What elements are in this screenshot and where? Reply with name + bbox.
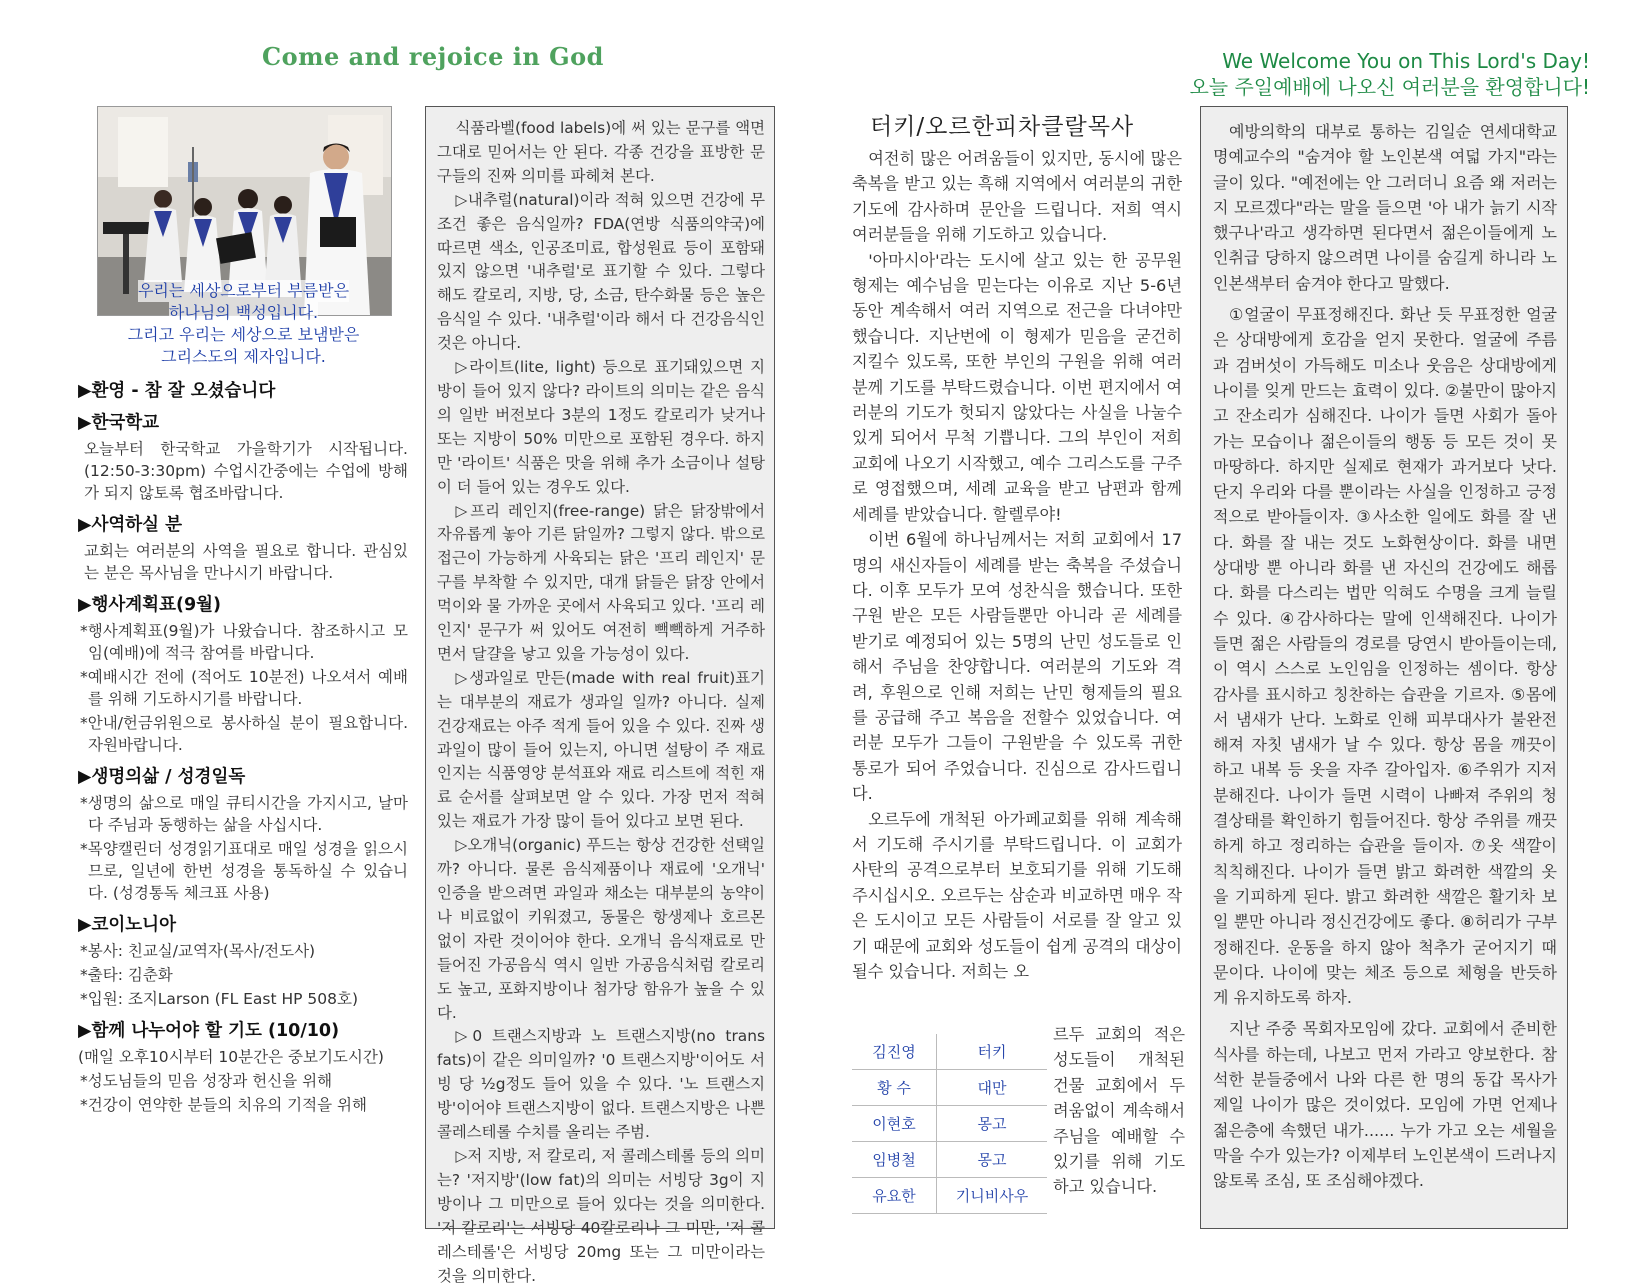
- calendar-item: *예배시간 전에 (적어도 10분전) 나오셔서 예배를 위해 기도하시기를 바랍니다.: [80, 668, 408, 708]
- tagline: Come and rejoice in God: [262, 42, 604, 71]
- caption-line-2: 하나님의 백성입니다.: [168, 303, 319, 322]
- bible-item: *생명의 삶으로 매일 큐티시간을 가지시고, 날마다 주님과 동행하는 삶을 사십시다.: [80, 794, 408, 834]
- ministry-text: 교회는 여러분의 사역을 필요로 합니다. 관심있는 분은 목사님을 만나시기 바랍니다.: [84, 542, 408, 582]
- missionary-paragraph: 이번 6월에 하나님께서는 저희 교회에서 17명의 새신자들이 세례를 받는 축복을 주셨습니다. 이후 모두가 모여 성찬식을 했습니다. 또한 구원 받은 모든 사람들뿐만 아니라 곧 세례를 받기로 예정되어 있는 5명의 난민 성도들로 인해서 주님을 찬양합니다. 여러분의 기도와 격려, 후원으로 인해 저희는 난민 형제들의 필요를 공급해 주고 복음을 전할수 있었습니다. 여러분 모두가 그들이 구원받을 수 있도록 귀한 통로가 되어 주었습니다. 진심으로 감사드립니다.: [852, 530, 1182, 804]
- table-row: [852, 1106, 1047, 1142]
- aging-paragraph: 지난 주중 목회자모임에 갔다. 교회에서 준비한 식사를 하는데, 나보고 먼저 가라고 양보한다. 참석한 분들중에서 나와 다른 한 명의 동갑 목사가 제일 나이가 많은 것이었다. 모임에 가면 언제나 젊은층에 속했던 내가...... 누가 가고 오는 세월을 막을 수가 있는가? 이제부터 노인본색이 드러나지 않토록 조심, 또 조심해야겠다.: [1213, 1019, 1557, 1191]
- health-paragraph: ▷내추럴(natural)이라 적혀 있으면 건강에 무조건 좋은 음식일까? FDA(연방 식품의약국)에 따르면 색소, 인공조미료, 합성원료 등이 포함돼 있지 않으면 '내추럴'로 표기할 수 있다. 그렇다 해도 칼로리, 지방, 당, 소금, 탄수화물 등은 높은 음식일 수 있다. '내추럴'이라 해서 다 건강음식인 것은 아니다.: [437, 190, 765, 353]
- school-heading: ▶한국학교: [78, 413, 160, 433]
- missionary-place: 몽고: [937, 1106, 1048, 1142]
- table-row: [852, 1178, 1047, 1214]
- koinonia-heading: ▶코이노니아: [78, 915, 176, 935]
- koinonia-item: *봉사: 친교실/교역자(목사/전도사): [80, 942, 316, 960]
- aging-article-box: [1200, 106, 1568, 1229]
- caption-line-1: 우리는 세상으로부터 부름받은: [137, 281, 350, 300]
- calendar-heading: ▶행사계획표(9월): [78, 595, 222, 615]
- health-paragraph: 식품라벨(food labels)에 써 있는 문구를 액면 그대로 믿어서는 안 된다. 각종 건강을 표방한 문구들의 진짜 의미를 파헤쳐 본다.: [437, 119, 765, 185]
- health-paragraph: ▷생과일로 만든(made with real fruit)표기는 대부분의 재료가 생과일 일까? 아니다. 실제 건강재료는 아주 적게 들어 있을 수 있다. 진짜 생과일이 많이 들어 있는지, 아니면 설탕이 주 재료인지는 식품영양 분석표와 재료 리스트에 적힌 재료 순서를 살펴보면 알 수 있다. 가장 먼저 적혀 있는 재료가 가장 많이 들어 있다고 보면 된다.: [437, 668, 765, 831]
- bible-item: *목양캘린더 성경읽기표대로 매일 성경을 읽으시므로, 일년에 한번 성경을 통독하실 수 있습니다. (성경통독 체크표 사용): [80, 840, 408, 902]
- welcome-english: We Welcome You on This Lord's Day!: [1222, 49, 1590, 73]
- missionary-name: 이현호: [852, 1106, 937, 1142]
- missionary-paragraph: 여전히 많은 어려움들이 있지만, 동시에 많은 축복을 받고 있는 흑해 지역에서 여러분의 귀한 기도에 감사하며 문안을 드립니다. 저희 역시 여러분들을 위해 기도하고 있습니다.: [852, 149, 1182, 245]
- missionary-name: 임병철: [852, 1142, 937, 1178]
- table-row: [852, 1070, 1047, 1106]
- school-text: 오늘부터 한국학교 가을학기가 시작됩니다. (12:50-3:30pm) 수업시간중에는 수업에 방해가 되지 않토록 협조바랍니다.: [84, 440, 408, 502]
- missionary-letter: [852, 146, 1182, 984]
- missionary-place: 몽고: [937, 1142, 1048, 1178]
- welcome-korean: 오늘 주일예배에 나오신 여러분을 환영합니다!: [1189, 75, 1590, 99]
- table-row: [852, 1142, 1047, 1178]
- missionary-paragraph: '아마시아'라는 도시에 살고 있는 한 공무원 형제는 예수님을 믿는다는 이유로 지난 5-6년동안 계속해서 여러 지역으로 전근을 다녀야만 했습니다. 지난번에 이 형제가 믿음을 굳건히 지킬수 있도록, 또한 부인의 구원을 위해 여러분께 기도를 부탁드렸습니다. 이번 편지에서 여러분의 기도가 헛되지 않았다는 사실을 나눌수 있게 되어서 무척 기쁩니다. 그의 부인이 저희 교회에 나오기 시작했고, 예수 그리스도를 구주로 영접했으며, 세례 교육을 받고 남편과 함께 세례를 받았습니다. 할렐루야!: [852, 250, 1182, 524]
- missionary-place: 기니비사우: [937, 1178, 1048, 1214]
- ministry-heading: ▶사역하실 분: [78, 515, 183, 535]
- missionary-place: 터키: [937, 1034, 1048, 1070]
- calendar-item: *안내/헌금위원으로 봉사하실 분이 필요합니다. 자원바랍니다.: [80, 714, 408, 754]
- health-paragraph: ▷0 트랜스지방과 노 트랜스지방(no trans fats)이 같은 의미일까? '0 트랜스지방'이어도 서빙 당 ½g정도 들어 있을 수 있다. '노 트랜스지방'이어야 트랜스지방이 없다. 트랜스지방은 나쁜 콜레스테롤 수치를 올리는 주범.: [437, 1027, 765, 1142]
- bible-heading: ▶생명의삶 / 성경일독: [78, 767, 246, 787]
- welcome-heading: ▶환영 - 참 잘 오셨습니다: [78, 381, 276, 401]
- koinonia-item: *입원: 조지Larson (FL East HP 508호): [80, 990, 359, 1008]
- announcements: [78, 380, 408, 1118]
- prayer-item: *건강이 연약한 분들의 치유의 기적을 위해: [80, 1096, 367, 1114]
- table-row: [852, 1034, 1047, 1070]
- health-paragraph: ▷라이트(lite, light) 등으로 표기돼있으면 지방이 들어 있지 않다? 라이트의 의미는 같은 음식의 일반 버전보다 3분의 1정도 칼로리가 낮거나 또는 지방이 50% 미만으로 포함된 경우다. 하지만 '라이트' 식품은 맛을 위해 추가 소금이나 설탕이 더 들어 있는 경우도 있다.: [437, 358, 765, 496]
- welcome-banner: [1189, 48, 1590, 100]
- missionary-name: 김진영: [852, 1034, 937, 1070]
- prayer-item: (매일 오후10시부터 10분간은 중보기도시간): [78, 1048, 384, 1066]
- prayer-heading: ▶함께 나누어야 할 기도 (10/10): [78, 1021, 340, 1041]
- health-paragraph: ▷오개닉(organic) 푸드는 항상 건강한 선택일까? 아니다. 물론 음식제품이나 재료에 '오개닉' 인증을 받으려면 과일과 채소는 대부분의 농약이나 비료없이 키워졌고, 동물은 항생제나 호르몬 없이 자란 것이어야 한다. 오개닉 음식재료로 만들어진 가공음식 역시 일반 가공음식처럼 칼로리도 높고, 포화지방이나 첨가당 함유가 높을 수 있다.: [437, 836, 765, 1022]
- missionary-paragraph: 오르두에 개척된 아가페교회를 위해 계속해서 기도해 주시기를 부탁드립니다. 이 교회가 사탄의 공격으로부터 보호되기를 위해 기도해주시십시오. 오르두는 삼순과 비교하면 매우 작은 도시이고 모든 사람들이 서로를 잘 알고 있기 때문에 교회와 성도들이 쉽게 공격의 대상이 될수 있습니다. 저희는 오: [852, 809, 1182, 981]
- koinonia-item: *출타: 김춘화: [80, 966, 173, 984]
- calendar-item: *행사계획표(9월)가 나왔습니다. 참조하시고 모임(예배)에 적극 참여를 바랍니다.: [80, 622, 408, 662]
- health-paragraph: ▷프리 레인지(free-range) 닭은 닭장밖에서 자유롭게 놓아 기른 닭일까? 그렇지 않다. 밖으로 접근이 가능하게 사육되는 닭은 '프리 레인지' 문구를 부착할 수 있지만, 대개 닭들은 닭장 안에서 먹이와 물 가까운 곳에서 사육되고 있다. '프리 레인지' 문구가 써 있어도 여전히 빽빽하게 거주하면서 달걀을 낳고 있을 가능성이 있다.: [437, 501, 765, 663]
- missionary-continuation: 르두 교회의 적은 성도들이 개척된 건물 교회에서 두려움없이 계속해서 주님을 예배할 수 있기를 위해 기도하고 있습니다.: [1053, 1025, 1185, 1197]
- aging-paragraph: ①얼굴이 무표정해진다. 화난 듯 무표정한 얼굴은 상대방에게 호감을 얻지 못한다. 얼굴에 주름과 검버섯이 가득해도 미소나 웃음은 상대방에게 나이를 잊게 만드는 효력이 있다. ②불만이 많아지고 잔소리가 심해진다. 나이가 들면 사회가 돌아가는 모습이나 젊은이들의 행동 등 모든 것이 못마땅하다. 하지만 실제로 현재가 과거보다 낫다. 단지 우리와 다를 뿐이라는 사실을 인정하고 긍정적으로 받아들이자. ③사소한 일에도 화를 잘 낸다. 화를 잘 내는 것도 노화현상이다. 화를 내면 상대방 뿐 아니라 화를 낸 자신의 건강에도 해롭다. 화를 다스리는 법만 익혀도 수명을 크게 늘릴 수 있다. ④감사하다는 말에 인색해진다. 나이가 들면 젊은 사람들의 경로를 당연시 받아들이는데, 이 역시 스스로 노인임을 인정하는 셈이다. 항상 감사를 표시하고 칭찬하는 습관을 기르자. ⑤몸에서 냄새가 난다. 노화로 인해 피부대사가 불완전해져 자칫 냄새가 날 수 있다. 항상 몸을 깨끗이 하고 내복 등 옷을 자주 갈아입자. ⑥주위가 지저분해진다. 나이가 들면 시력이 나빠져 주위의 청결상태를 확인하기 힘들어진다. 항상 주위를 깨끗하게 하고 정리하는 습관을 들이자. ⑦옷 색깔이 칙칙해진다. 나이가 들면 밝고 화려한 색깔의 옷을 기피하게 된다. 밝고 화려한 색깔은 활기차 보일 뿐만 아니라 정신건강에도 좋다. ⑧허리가 구부정해진다. 운동을 하지 않아 척추가 굳어지기 때문이다. 나이에 맞는 체조 등으로 체형을 반듯하게 유지하도록 하자.: [1213, 305, 1557, 1008]
- missionary-name: 황 수: [852, 1070, 937, 1106]
- aging-paragraph: 예방의학의 대부로 통하는 김일순 연세대학교 명예교수의 "숨겨야 할 노인본색 여덟 가지"라는 글이 있다. "예전에는 안 그러더니 요즘 왜 저러는지 모르겠다"라는 말을 들으면 '아 내가 늙기 시작했구나'라고 생각하면 된다면서 젊은이들에게 노인취급 당하지 않으려면 나이를 숨길게 하니라 노인본색부터 숨겨야 한다고 말했다.: [1213, 122, 1557, 293]
- health-article-box: [425, 106, 775, 1285]
- caption-line-4: 그리스도의 제자입니다.: [161, 347, 326, 366]
- photo-caption: [97, 280, 390, 368]
- missionary-title: 터키/오르한피차클랄목사: [870, 114, 1135, 140]
- caption-line-3: 그리고 우리는 세상으로 보냄받은: [127, 325, 360, 344]
- missionary-table: [852, 1034, 1047, 1214]
- missionary-place: 대만: [937, 1070, 1048, 1106]
- missionary-name: 유요한: [852, 1178, 937, 1214]
- prayer-item: *성도님들의 믿음 성장과 헌신을 위해: [80, 1072, 333, 1090]
- health-paragraph: ▷저 지방, 저 칼로리, 저 콜레스테롤 등의 의미는? '저지방'(low fat)의 의미는 서빙당 3g이 지방이나 그 미만으로 들어 있다는 것을 의미한다. '저 칼로리'는 서빙당 40칼로리나 그 미만, '저 콜레스테롤'은 서빙당 20mg 또는 그 미만이라는 것을 의미한다.: [437, 1146, 765, 1285]
